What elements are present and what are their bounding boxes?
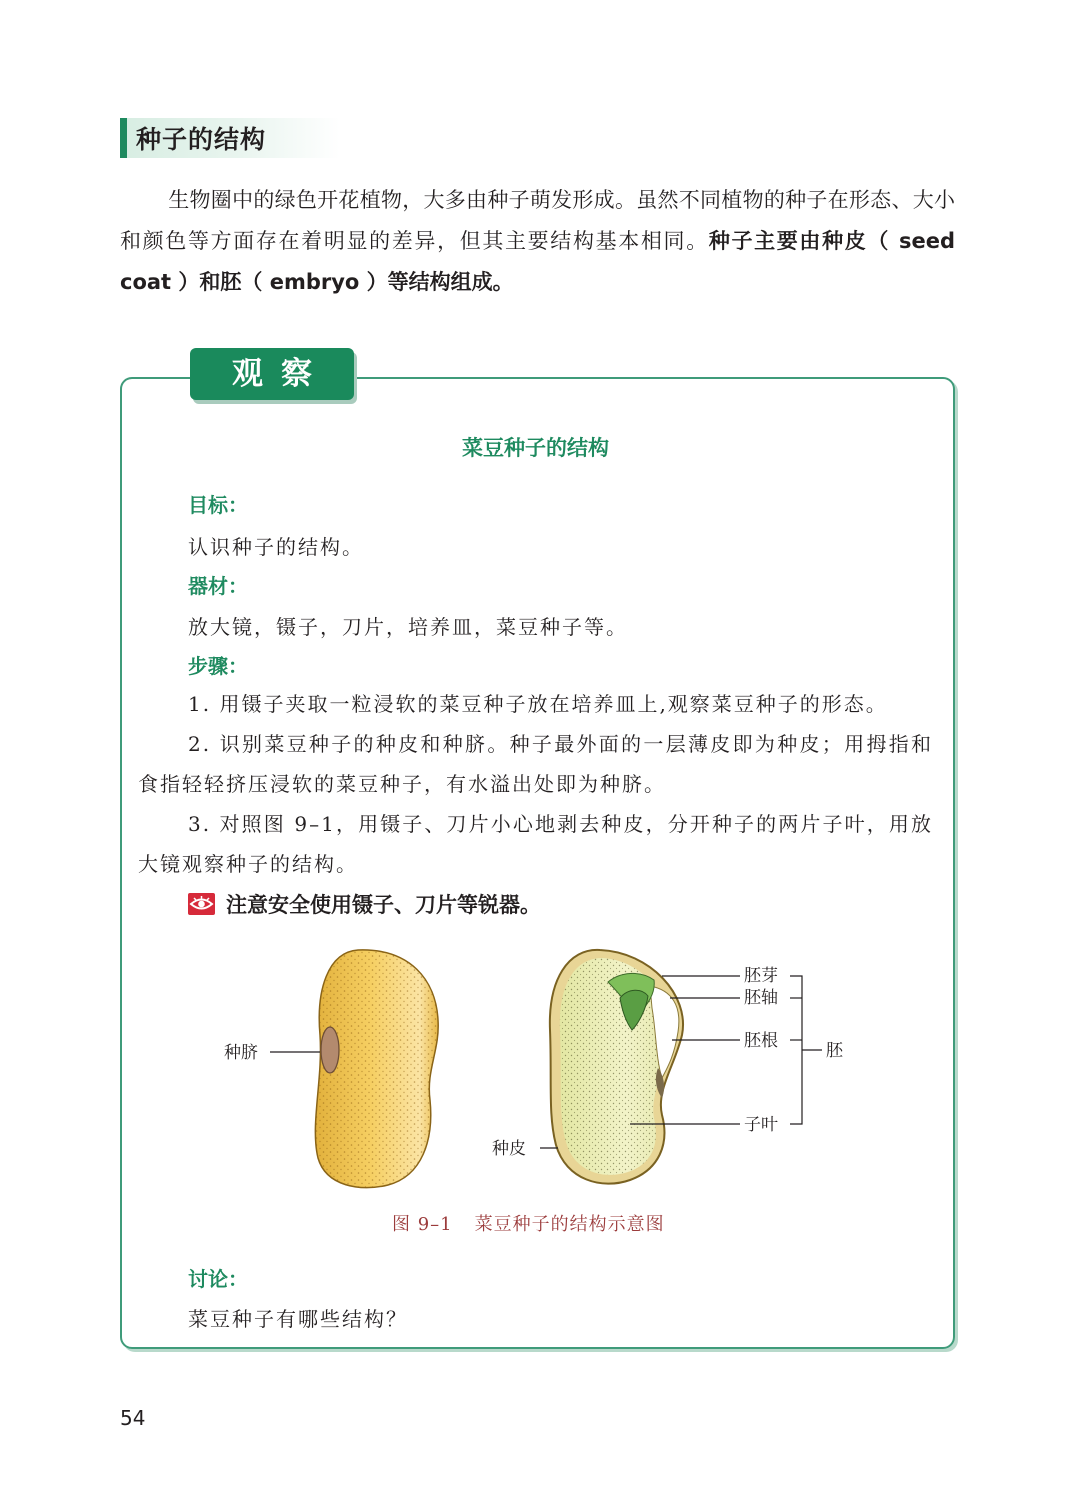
section-heading xyxy=(120,118,340,158)
observation-title: 菜豆种子的结构 xyxy=(462,436,609,460)
label-hilum: 种脐 xyxy=(224,1043,258,1063)
eye-warning-icon xyxy=(188,893,215,915)
label-seed-coat: 种皮 xyxy=(492,1139,526,1159)
step-2 xyxy=(138,724,933,804)
section-title: 种子的结构 xyxy=(136,125,267,154)
label-embryo: 胚 xyxy=(826,1041,843,1061)
goal-text: 认识种子的结构。 xyxy=(188,535,364,559)
discussion-text: 菜豆种子有哪些结构？ xyxy=(188,1307,408,1331)
whole-bean xyxy=(315,950,438,1188)
materials-label: 器材： xyxy=(188,574,248,598)
observation-tab: 观察 xyxy=(190,348,354,400)
step-3-text: 3. 对照图 9–1，用镊子、刀片小心地剥去种皮，分开种子的两片子叶，用放大镜观察种子的结构。 xyxy=(138,812,933,876)
label-radicle: 胚根 xyxy=(744,1031,778,1051)
bean-cross-section xyxy=(550,950,683,1184)
goal-label: 目标： xyxy=(188,493,248,517)
step-3 xyxy=(138,804,933,884)
bean-seed-diagram xyxy=(210,940,870,1202)
discussion-label: 讨论： xyxy=(188,1267,248,1291)
intro-text: 生物圈中的绿色开花植物，大多由种子萌发形成。虽然不同植物的种子在形态、大小和颜色等方面存在着明显的差异，但其主要结构基本相同。 xyxy=(120,188,955,253)
figure-caption-number: 图 9–1 xyxy=(392,1214,453,1235)
figure-caption-text: 菜豆种子的结构示意图 xyxy=(474,1214,665,1235)
label-plumule: 胚芽 xyxy=(744,966,778,986)
step-1 xyxy=(138,684,933,724)
heading-accent-bar xyxy=(120,118,127,158)
page-number: 54 xyxy=(120,1406,146,1430)
materials-text: 放大镜，镊子，刀片，培养皿，菜豆种子等。 xyxy=(188,615,628,639)
step-2-text: 2. 识别菜豆种子的种皮和种脐。种子最外面的一层薄皮即为种皮；用拇指和食指轻轻挤压浸软的菜豆种子，有水溢出处即为种脐。 xyxy=(138,732,933,796)
warning-text: 注意安全使用镊子、刀片等锐器。 xyxy=(226,893,541,917)
label-cotyledon: 子叶 xyxy=(744,1115,778,1135)
intro-paragraph xyxy=(120,180,955,303)
hilum-mark xyxy=(321,1027,339,1073)
intro-bold-text: 种子主要由种皮（ seed coat ）和胚（ embryo ）等结构组成。 xyxy=(120,229,956,294)
figure-caption xyxy=(392,1210,665,1236)
steps-label: 步骤： xyxy=(188,654,248,678)
step-1-text: 1. 用镊子夹取一粒浸软的菜豆种子放在培养皿上,观察菜豆种子的形态。 xyxy=(188,692,888,716)
label-hypocotyl: 胚轴 xyxy=(744,988,778,1008)
seed-figure xyxy=(210,940,870,1206)
